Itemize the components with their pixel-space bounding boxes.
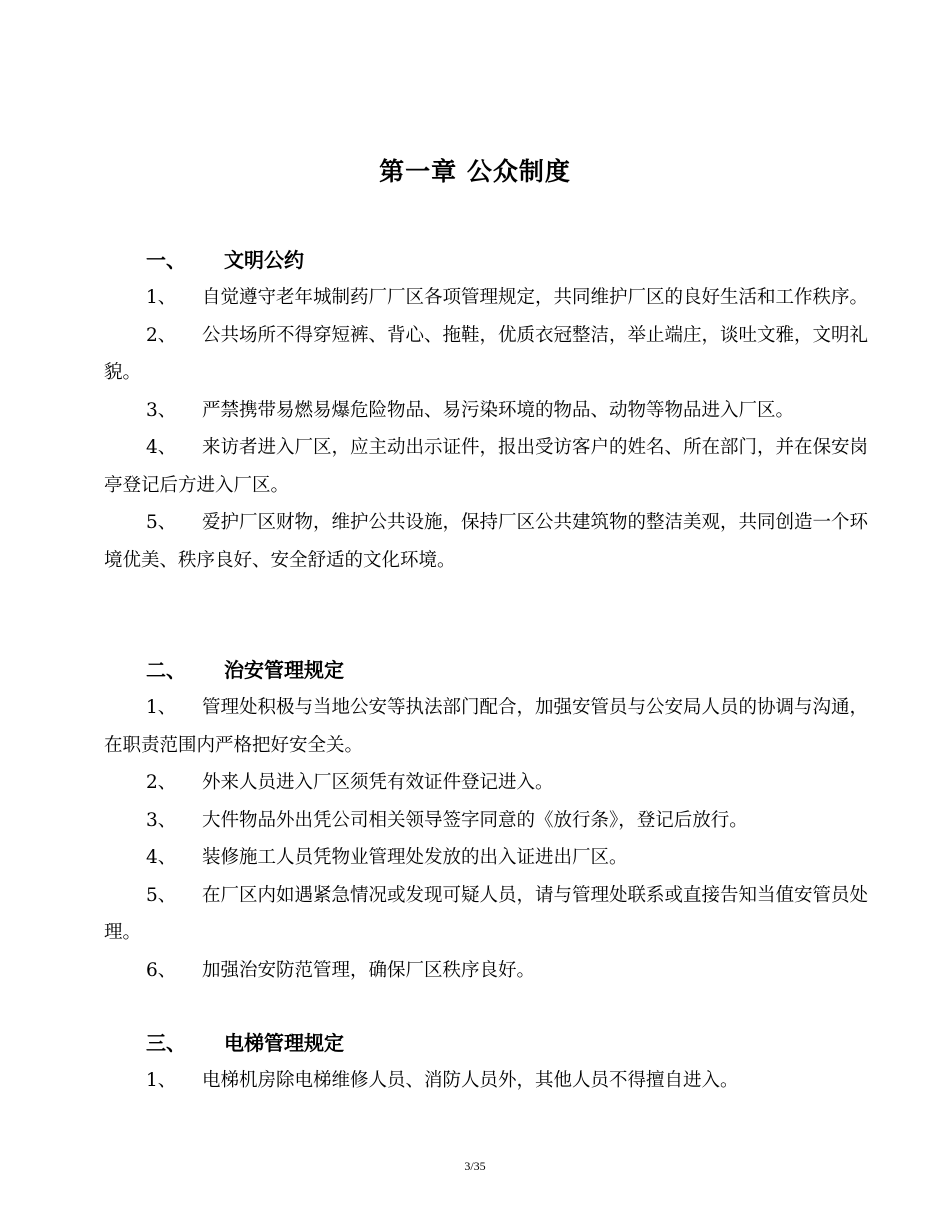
page-number: 3/35 <box>464 1159 486 1173</box>
item-number: 4、 <box>146 847 177 868</box>
section-number: 一、 <box>146 248 186 272</box>
item-number: 1、 <box>146 287 177 308</box>
chapter-title: 第一章 公众制度 <box>379 157 571 186</box>
list-item <box>104 839 868 877</box>
list-item <box>104 802 868 840</box>
item-number: 4、 <box>146 437 177 458</box>
item-number: 6、 <box>146 959 177 981</box>
list-item <box>104 429 868 504</box>
list-item <box>104 392 868 430</box>
list-item <box>104 317 868 392</box>
item-number: 3、 <box>146 399 177 421</box>
item-text: 严禁携带易燃易爆危险物品、易污染环境的物品、动物等物品进入厂区。 <box>202 399 795 421</box>
item-text: 公共场所不得穿短裤、背心、拖鞋，优质衣冠整洁，举止端庄，谈吐文雅，文明礼貌。 <box>104 324 869 383</box>
item-number: 3、 <box>146 809 177 831</box>
section-title: 文明公约 <box>224 248 304 272</box>
item-text: 装修施工人员凭物业管理处发放的出入证进出厂区。 <box>202 847 628 868</box>
item-text: 自觉遵守老年城制药厂厂区各项管理规定，共同维护厂区的良好生活和工作秩序。 <box>202 287 869 308</box>
section-number: 三、 <box>146 1031 186 1055</box>
list-item <box>104 689 868 764</box>
section-title: 治安管理规定 <box>224 658 344 682</box>
item-text: 大件物品外出凭公司相关领导签字同意的《放行条》，登记后放行。 <box>202 809 748 831</box>
item-number: 1、 <box>146 1070 177 1091</box>
item-number: 1、 <box>146 697 177 718</box>
section-heading <box>0 243 950 277</box>
item-number: 5、 <box>146 884 177 906</box>
section-civility-convention <box>0 243 950 579</box>
item-text: 加强治安防范管理，确保厂区秩序良好。 <box>202 959 536 981</box>
list-item <box>104 279 868 317</box>
list-item <box>104 877 868 952</box>
list-item <box>104 1062 868 1100</box>
item-text: 电梯机房除电梯维修人员、消防人员外，其他人员不得擅自进入。 <box>202 1070 739 1091</box>
item-text: 管理处积极与当地公安等执法部门配合，加强安管员与公安局人员的协调与沟通，在职责范围内严格把好安全关。 <box>104 697 869 756</box>
section-heading <box>0 1026 950 1060</box>
item-text: 爱护厂区财物，维护公共设施，保持厂区公共建筑物的整洁美观，共同创造一个环境优美、秩序良好、安全舒适的文化环境。 <box>104 512 869 571</box>
item-number: 2、 <box>146 772 177 793</box>
item-number: 2、 <box>146 324 177 346</box>
section-security-regulations <box>0 653 950 989</box>
list-item <box>104 504 868 579</box>
section-elevator-regulations <box>0 1026 950 1100</box>
item-text: 在厂区内如遇紧急情况或发现可疑人员，请与管理处联系或直接告知当值安管员处理。 <box>104 884 869 943</box>
section-title: 电梯管理规定 <box>224 1031 344 1055</box>
section-number: 二、 <box>146 658 186 682</box>
section-heading <box>0 653 950 687</box>
list-item <box>104 764 868 802</box>
item-text: 外来人员进入厂区须凭有效证件登记进入。 <box>202 772 554 793</box>
item-number: 5、 <box>146 512 177 533</box>
item-text: 来访者进入厂区，应主动出示证件，报出受访客户的姓名、所在部门，并在保安岗亭登记后方进入厂区。 <box>104 437 869 496</box>
list-item <box>104 952 868 990</box>
